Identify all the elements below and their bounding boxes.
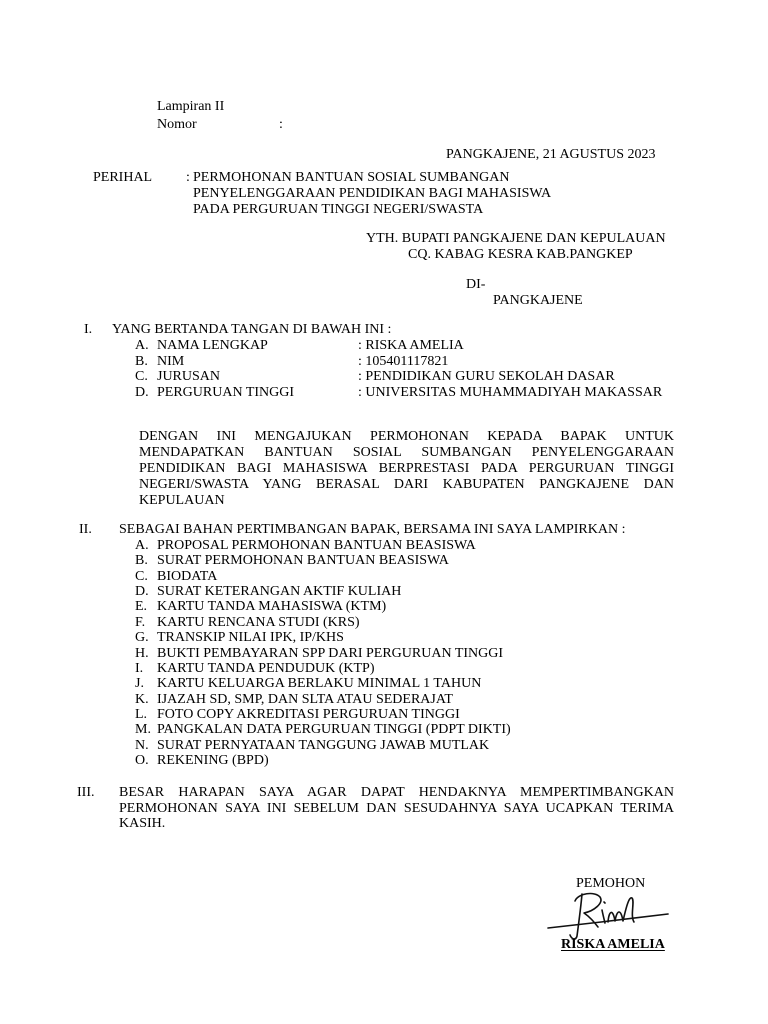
field-letter: D. [135,384,149,400]
section-1-heading: YANG BERTANDA TANGAN DI BAWAH INI : [112,322,392,337]
field-label: NIM [157,353,185,369]
section-2-heading: SEBAGAI BAHAN PERTIMBANGAN BAPAK, BERSAMA INI SAYA LAMPIRKAN : [119,522,626,537]
list-item [135,692,511,707]
list-item [135,538,511,553]
list-item-letter: O. [135,753,149,769]
attachment-label: Lampiran II [157,99,225,114]
paragraph-line: PENDIDIKAN BAGI MAHASISWA BERPRESTASI PADA PERGURUAN TINGGI [139,461,674,476]
list-item-text: IJAZAH SD, SMP, DAN SLTA ATAU SEDERAJAT [157,691,453,707]
list-item [135,738,511,753]
list-item [135,615,511,630]
list-item-text: KARTU TANDA MAHASISWA (KTM) [157,599,387,615]
list-item [135,599,511,614]
list-item-text: SURAT PERMOHONAN BANTUAN BEASISWA [157,553,449,569]
field-label: NAMA LENGKAP [157,338,268,353]
paragraph-line: BESAR HARAPAN SAYA AGAR DAPAT HENDAKNYA MEMPERTIMBANGKAN [119,785,674,800]
list-item-text: SURAT PERNYATAAN TANGGUNG JAWAB MUTLAK [157,737,490,753]
list-item-letter: C. [135,568,148,584]
list-item-letter: L. [135,706,148,722]
field-value: : UNIVERSITAS MUHAMMADIYAH MAKASSAR [358,384,663,400]
list-item-letter: B. [135,553,148,569]
list-item [135,553,511,568]
field-value: : RISKA AMELIA [358,338,464,353]
list-item-text: FOTO COPY AKREDITASI PERGURUAN TINGGI [157,706,460,722]
list-item-letter: M. [135,722,151,738]
list-item-text: PROPOSAL PERMOHONAN BANTUAN BEASISWA [157,538,476,553]
list-item-text: SURAT KETERANGAN AKTIF KULIAH [157,584,402,600]
subject-colon: : [186,170,190,185]
subject-line-3: PADA PERGURUAN TINGGI NEGERI/SWASTA [193,202,484,217]
paragraph-line: NEGERI/SWASTA YANG BERASAL DARI KABUPATEN PANGKAJENE DAN [139,477,674,492]
section-1-number: I. [84,322,93,337]
section-2-number: II. [79,522,92,537]
identity-field-row [135,385,662,401]
closing-paragraph [119,785,674,832]
field-label: PERGURUAN TINGGI [157,384,295,400]
list-item-letter: A. [135,538,149,553]
identity-fields [135,338,662,400]
applicant-name: RISKA AMELIA [561,937,665,952]
list-item [135,646,511,661]
list-item-letter: K. [135,691,149,707]
list-item-letter: G. [135,630,149,646]
recipient-place: PANGKAJENE [493,293,583,308]
list-item-text: KARTU TANDA PENDUDUK (KTP) [157,660,375,676]
attachment-list [135,538,511,768]
list-item-letter: N. [135,737,149,753]
list-item [135,722,511,737]
field-letter: B. [135,353,148,369]
field-label: JURUSAN [157,369,221,385]
number-colon: : [279,117,283,132]
list-item-text: BUKTI PEMBAYARAN SPP DARI PERGURUAN TINGGI [157,645,504,661]
list-item [135,707,511,722]
list-item-text: TRANSKIP NILAI IPK, IP/KHS [157,630,344,646]
list-item-text: KARTU KELUARGA BERLAKU MINIMAL 1 TAHUN [157,676,482,692]
signature-image [540,886,675,944]
list-item [135,569,511,584]
list-item-text: REKENING (BPD) [157,753,269,769]
list-item [135,584,511,599]
subject-label: PERIHAL [93,170,153,185]
field-value: : 105401117821 [358,353,449,369]
field-value: : PENDIDIKAN GURU SEKOLAH DASAR [358,369,615,385]
paragraph-line: KASIH. [119,816,166,831]
field-letter: A. [135,338,149,353]
list-item-text: BIODATA [157,568,218,584]
paragraph-line: KEPULAUAN [139,493,225,508]
recipient-line-2: CQ. KABAG KESRA KAB.PANGKEP [408,247,633,262]
identity-field-row [135,338,662,354]
request-paragraph [139,429,674,509]
recipient-di: DI- [466,277,486,292]
paragraph-line: DENGAN INI MENGAJUKAN PERMOHONAN KEPADA BAPAK UNTUK [139,429,674,444]
list-item-letter: E. [135,599,148,615]
list-item-letter: D. [135,584,149,600]
list-item-letter: I. [135,660,144,676]
number-label: Nomor [157,117,197,132]
section-3-number: III. [77,785,95,800]
identity-field-row [135,369,662,385]
place-date: PANGKAJENE, 21 AGUSTUS 2023 [446,147,656,162]
field-letter: C. [135,369,148,385]
list-item-letter: J. [135,676,144,692]
list-item-letter: F. [135,614,146,630]
list-item [135,661,511,676]
subject-line-1: PERMOHONAN BANTUAN SOSIAL SUMBANGAN [193,170,510,185]
list-item [135,630,511,645]
recipient-line-1: YTH. BUPATI PANGKAJENE DAN KEPULAUAN [366,231,666,246]
subject-line-2: PENYELENGGARAAN PENDIDIKAN BAGI MAHASISWA [193,186,552,201]
paragraph-line: PERMOHONAN SAYA INI SEBELUM DAN SESUDAHNYA SAYA UCAPKAN TERIMA [119,800,674,816]
list-item-text: PANGKALAN DATA PERGURUAN TINGGI (PDPT DIKTI) [157,722,511,738]
list-item-letter: H. [135,645,149,661]
applicant-title: PEMOHON [576,876,646,891]
list-item [135,753,511,768]
list-item-text: KARTU RENCANA STUDI (KRS) [157,614,360,630]
identity-field-row [135,354,662,370]
paragraph-line: MENDAPATKAN BANTUAN SOSIAL SUMBANGAN PENYELENGGARAAN [139,445,674,460]
list-item [135,676,511,691]
